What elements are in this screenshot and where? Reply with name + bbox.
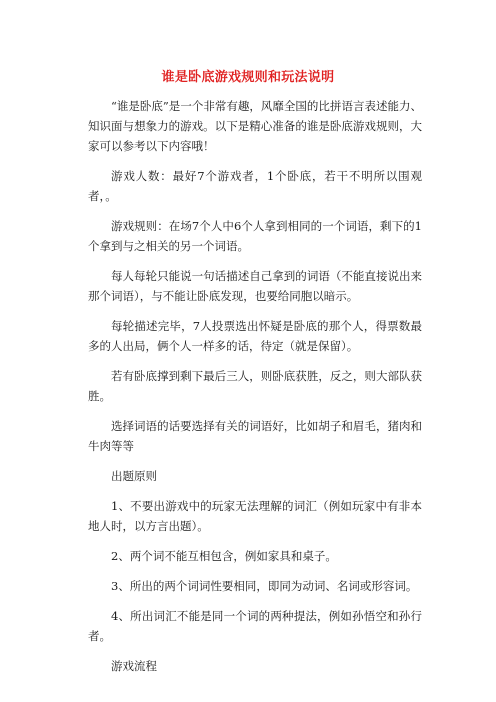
document-body xyxy=(88,96,422,686)
paragraph-player-count: 游戏人数：最好7个游戏者，1个卧底，若干不明所以围观者，。 xyxy=(88,169,422,203)
paragraph-describe: 每人每轮只能说一句话描述自己拿到的词语（不能直接说出来那个词语），与不能让卧底发现，也要给同胞以暗示。 xyxy=(88,269,422,303)
principle-2: 2、两个词不能互相包含，例如家具和桌子。 xyxy=(111,549,337,563)
principle-1: 1、不要出游戏中的玩家无法理解的词汇（例如玩家中有非本地人时，以方言出题）。 xyxy=(88,499,422,533)
paragraph-win: 若有卧底撑到剩下最后三人，则卧底获胜，反之，则大部队获胜。 xyxy=(88,369,422,403)
principle-4: 4、所出词汇不能是同一个词的两种提法，例如孙悟空和孙行者。 xyxy=(88,609,422,643)
principle-3: 3、所出的两个词词性要相同，即同为动词、名词或形容词。 xyxy=(111,579,418,593)
paragraph-word-choice: 选择词语的话要选择有关的词语好，比如胡子和眉毛，猪肉和牛肉等等 xyxy=(88,419,422,453)
paragraph-intro: “谁是卧底”是一个非常有趣，风靡全国的比拼语言表述能力、知识面与想象力的游戏。以下是精心准备的谁是卧底游戏规则，大家可以参考以下内容哦！ xyxy=(88,99,422,153)
paragraph-rules: 游戏规则：在场7个人中6个人拿到相同的一个词语，剩下的1个拿到与之相关的另一个词语。 xyxy=(88,219,422,253)
paragraph-vote: 每轮描述完毕，7人投票选出怀疑是卧底的那个人，得票数最多的人出局，俩个人一样多的话，待定（就是保留）。 xyxy=(88,319,422,353)
heading-flow: 游戏流程 xyxy=(111,659,157,673)
heading-principles: 出题原则 xyxy=(111,469,157,483)
document-title: 谁是卧底游戏规则和玩法说明 xyxy=(161,70,335,85)
